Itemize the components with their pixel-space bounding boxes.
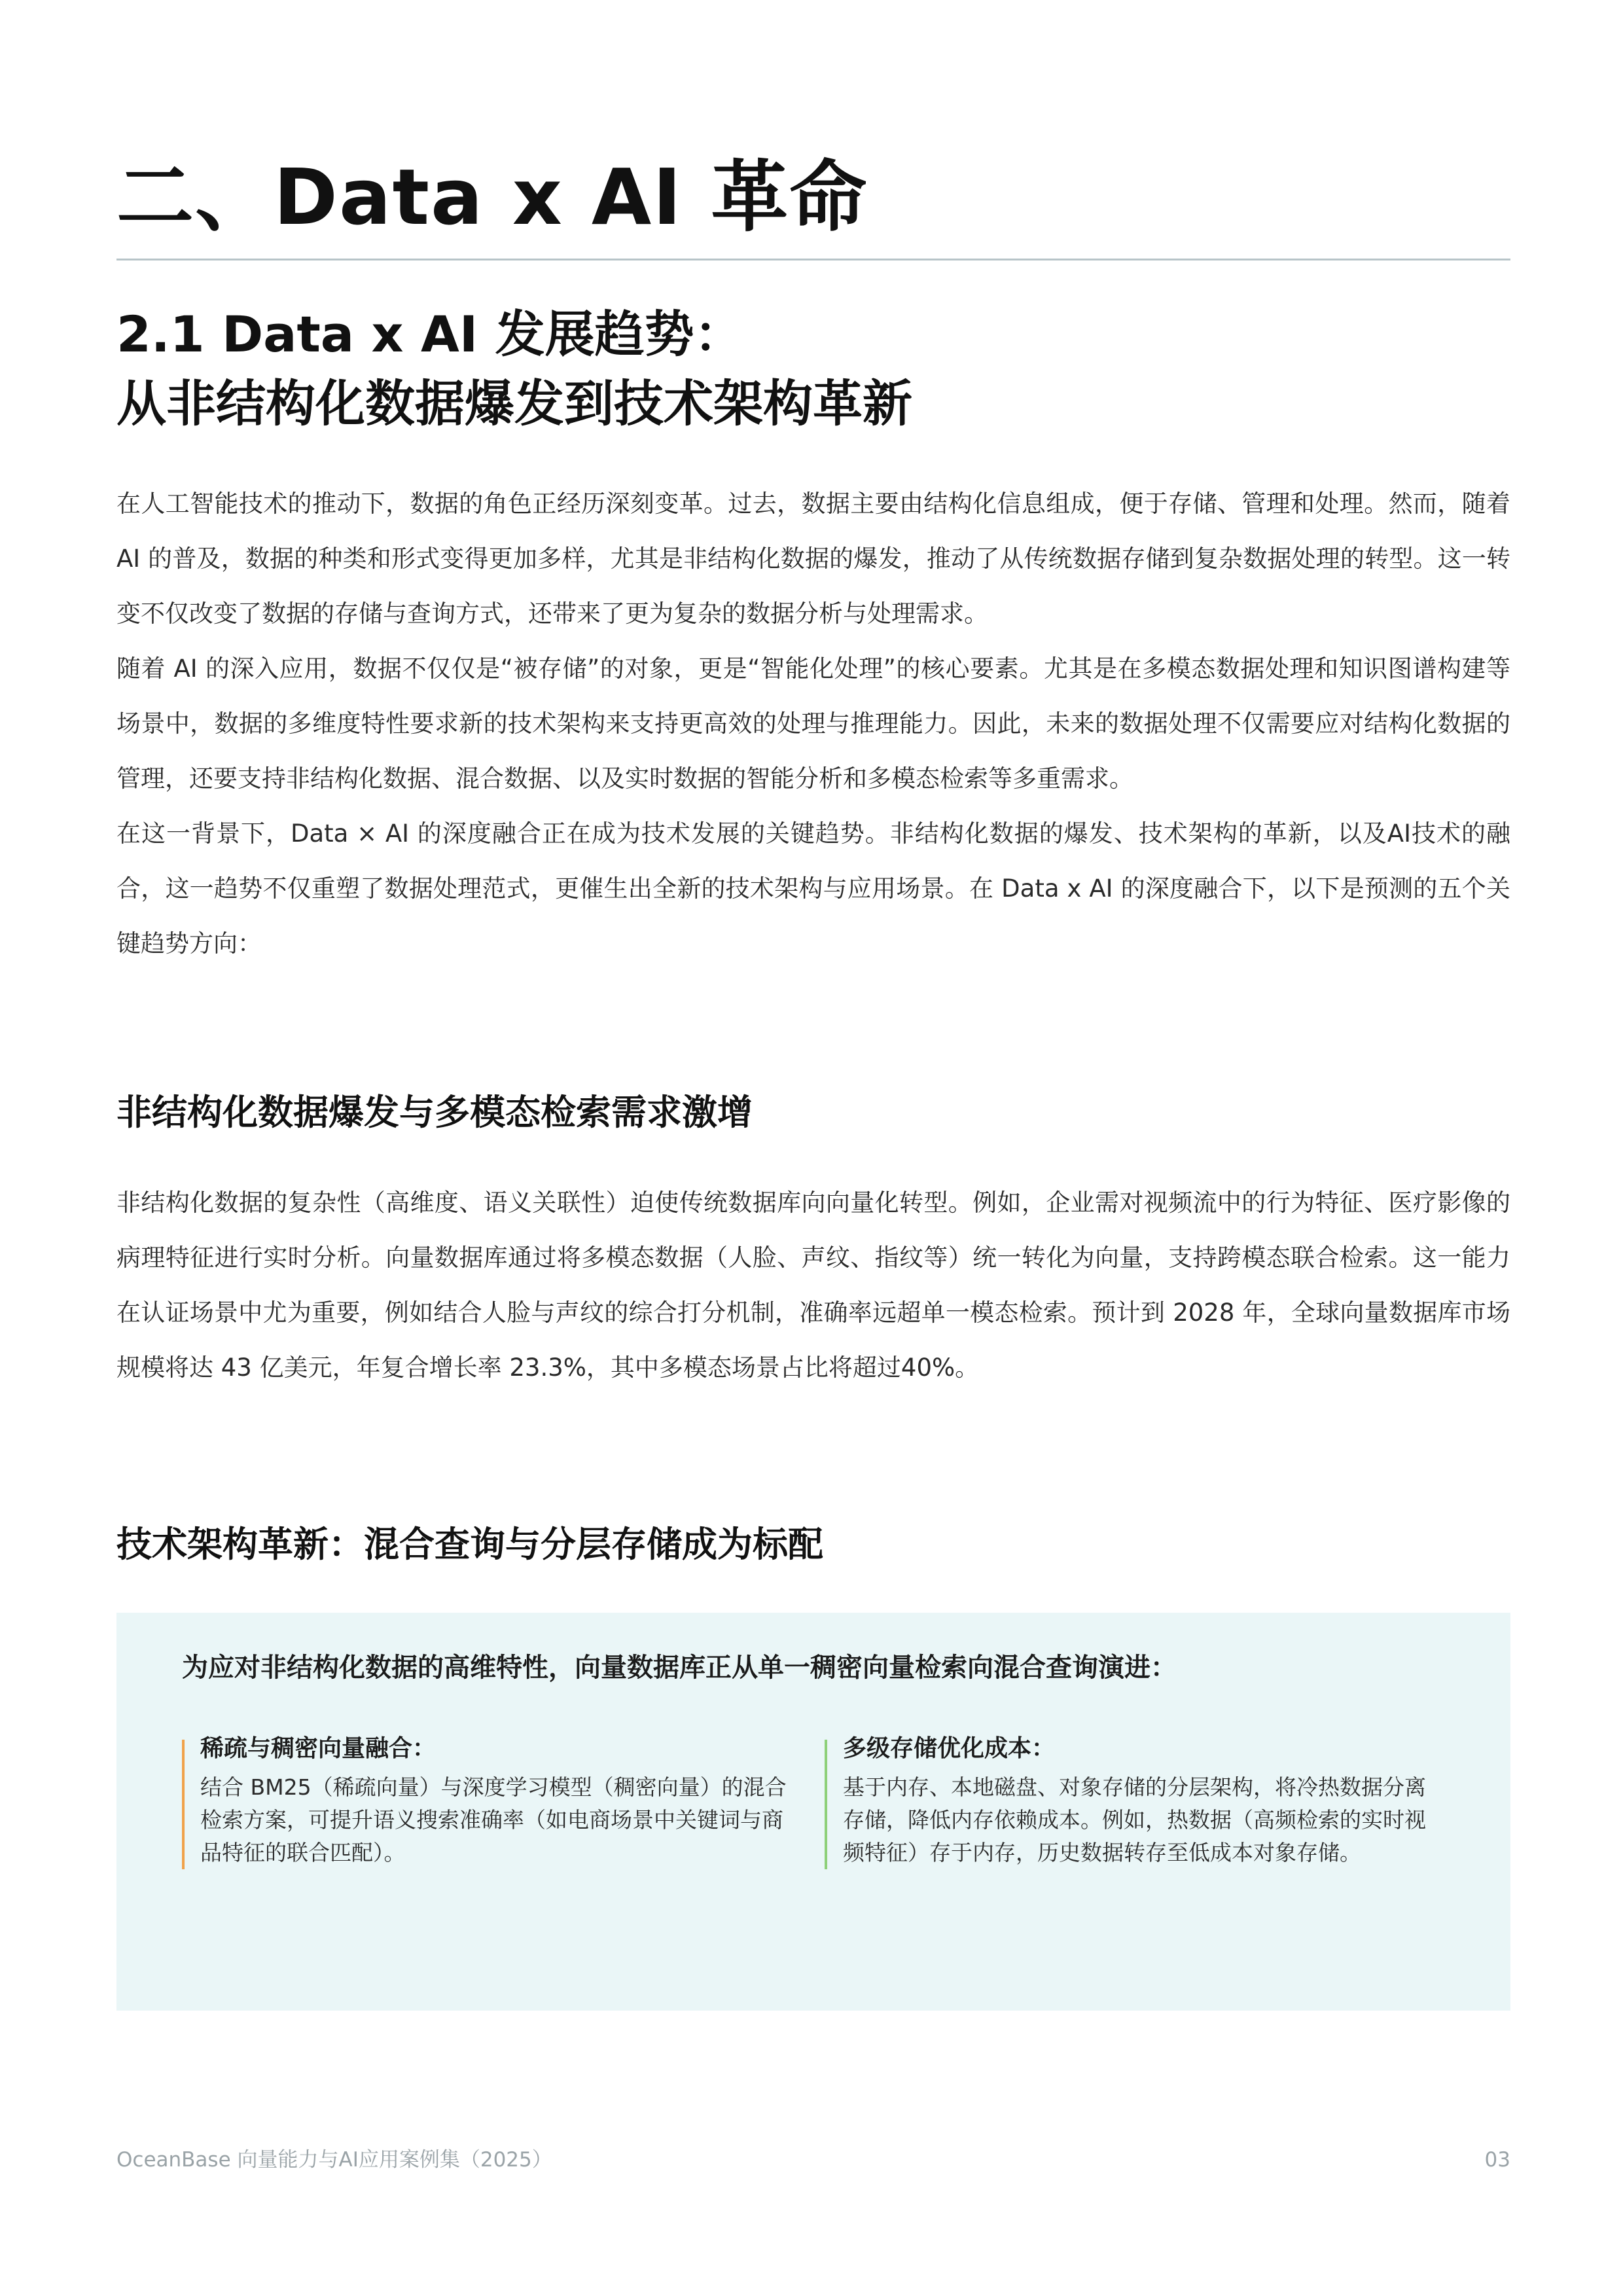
trend-1-text bbox=[116, 1175, 1510, 1395]
footer-document-title: OceanBase 向量能力与AI应用案例集（2025） bbox=[116, 2148, 552, 2172]
callout-left-title: 稀疏与稠密向量融合： bbox=[200, 1735, 437, 1762]
section-title bbox=[116, 300, 1510, 439]
chapter-divider bbox=[116, 259, 1510, 260]
intro-paragraph-1: 在人工智能技术的推动下，数据的角色正经历深刻变革。过去，数据主要由结构化信息组成，便于存储、管理和处理。然而，随着 AI 的普及，数据的种类和形式变得更加多样，尤其是非结构化数据的爆发，推动了从传统数据存储到复杂数据处理的转型。这一转变不仅改变了数据的存储与查询方式，还带来了更为复杂的数据分析与处理需求。 bbox=[116, 490, 1510, 628]
callout-right-title: 多级存储优化成本： bbox=[843, 1735, 1056, 1762]
callout-right-body: 基于内存、本地磁盘、对象存储的分层架构，将冷热数据分离存储，降低内存依赖成本。例如，热数据（高频检索的实时视频特征）存于内存，历史数据转存至低成本对象存储。 bbox=[843, 1774, 1426, 1865]
callout-lead: 为应对非结构化数据的高维特性，向量数据库正从单一稠密向量检索向混合查询演进： bbox=[182, 1653, 1177, 1683]
section-title-line-2: 从非结构化数据爆发到技术架构革新 bbox=[116, 374, 912, 433]
callout-box bbox=[116, 1613, 1510, 2011]
trend-1-paragraph: 非结构化数据的复杂性（高维度、语义关联性）迫使传统数据库向向量化转型。例如，企业需对视频流中的行为特征、医疗影像的病理特征进行实时分析。向量数据库通过将多模态数据（人脸、声纹、指纹等）统一转化为向量，支持跨模态联合检索。这一能力在认证场景中尤为重要，例如结合人脸与声纹的综合打分机制，准确率远超单一模态检索。预计到 2028 年，全球向量数据库市场规模将达 43 亿美元，年复合增长率 23.3%，其中多模态场景占比将超过40%。 bbox=[116, 1189, 1510, 1382]
intro-paragraph-3: 在这一背景下，Data × AI 的深度融合正在成为技术发展的关键趋势。非结构化数据的爆发、技术架构的革新，以及AI技术的融合，这一趋势不仅重塑了数据处理范式，更催生出全新的技术架构与应用场景。在 Data x AI 的深度融合下，以下是预测的五个关键趋势方向： bbox=[116, 819, 1510, 958]
trend-1-heading: 非结构化数据爆发与多模态检索需求激增 bbox=[116, 1092, 753, 1133]
trend-2-heading: 技术架构革新：混合查询与分层存储成为标配 bbox=[116, 1524, 823, 1565]
intro-paragraph-2: 随着 AI 的深入应用，数据不仅仅是“被存储”的对象，更是“智能化处理”的核心要素。尤其是在多模态数据处理和知识图谱构建等场景中，数据的多维度特性要求新的技术架构来支持更高效的处理与推理能力。因此，未来的数据处理不仅需要应对结构化数据的管理，还要支持非结构化数据、混合数据、以及实时数据的智能分析和多模态检索等多重需求。 bbox=[116, 655, 1510, 793]
intro-text bbox=[116, 476, 1510, 971]
callout-column-tiered-storage bbox=[825, 1735, 1432, 1869]
section-title-line-1: 2.1 Data x AI 发展趋势： bbox=[116, 305, 744, 363]
footer-page-number: 03 bbox=[1484, 2148, 1510, 2172]
callout-column-sparse-dense bbox=[182, 1735, 789, 1869]
callout-left-body: 结合 BM25（稀疏向量）与深度学习模型（稠密向量）的混合检索方案，可提升语义搜索准确率（如电商场景中关键词与商品特征的联合匹配）。 bbox=[200, 1774, 787, 1865]
chapter-title: 二、Data x AI 革命 bbox=[116, 152, 868, 242]
